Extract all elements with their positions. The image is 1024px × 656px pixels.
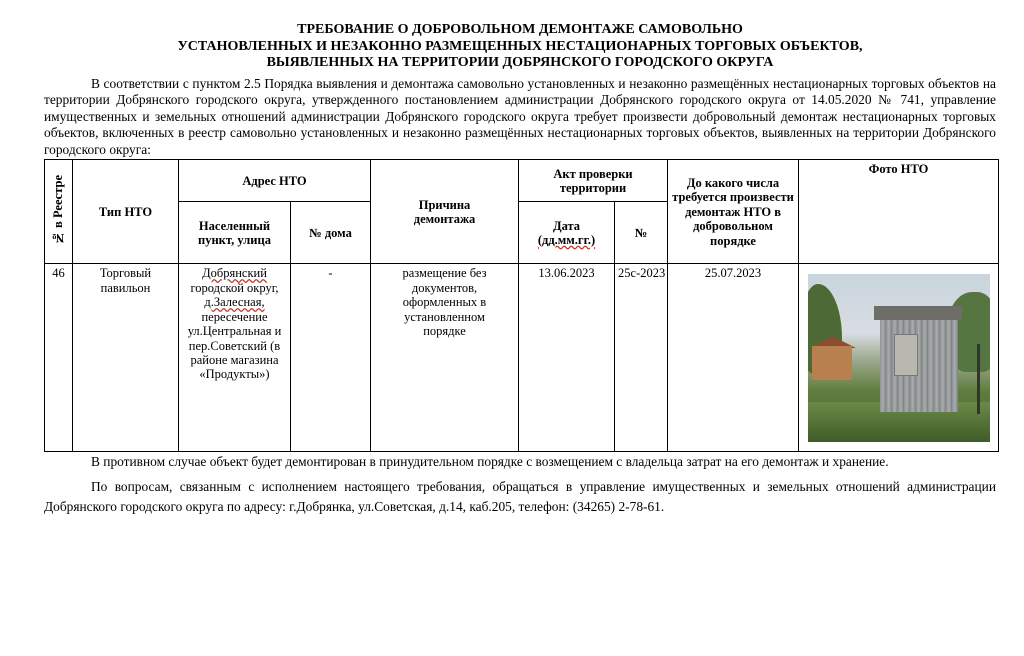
header-act: Акт проверки территории — [519, 160, 668, 202]
cell-type: Торговый павильон — [73, 264, 179, 452]
header-registry-no-label: № в Реестре — [51, 175, 66, 246]
header-photo: Фото НТО — [799, 160, 999, 264]
document-title — [44, 22, 996, 72]
consequence-paragraph: В противном случае объект будет демонтирован в принудительном порядке с возмещением с владельца затрат на его демонтаж и хранение. — [91, 454, 889, 470]
address-part-3: д.Залесная, — [204, 295, 265, 310]
header-type: Тип НТО — [73, 160, 179, 264]
header-address: Адрес НТО — [179, 160, 371, 202]
cell-deadline: 25.07.2023 — [668, 264, 799, 452]
document-page — [44, 22, 996, 517]
header-registry-no — [45, 160, 73, 264]
address-part-1: Добрянский — [202, 266, 267, 281]
header-deadline: До какого числа требуется произвести демонтаж НТО в добровольном порядке — [668, 160, 799, 264]
header-date-format: (дд.мм.гг.) — [537, 232, 596, 247]
cell-photo — [799, 264, 999, 452]
title-line-1: ТРЕБОВАНИЕ О ДОБРОВОЛЬНОМ ДЕМОНТАЖЕ САМОВОЛЬНО — [297, 22, 743, 37]
cell-registry-no: 46 — [45, 264, 73, 452]
kiosk-photo — [808, 274, 990, 442]
cell-reason: размещение без документов, оформленных в установленном порядке — [371, 264, 519, 452]
cell-act-date: 13.06.2023 — [519, 264, 615, 452]
cell-house-no: - — [291, 264, 371, 452]
title-line-2: УСТАНОВЛЕННЫХ И НЕЗАКОННО РАЗМЕЩЕННЫХ НЕСТАЦИОНАРНЫХ ТОРГОВЫХ ОБЪЕКТОВ, — [177, 38, 863, 54]
title-line-3: ВЫЯВЛЕННЫХ НА ТЕРРИТОРИИ ДОБРЯНСКОГО ГОРОДСКОГО ОКРУГА — [266, 55, 774, 70]
header-date — [519, 202, 615, 264]
cell-act-no: 25с-2023 — [615, 264, 668, 452]
table-row — [45, 264, 999, 452]
address-part-2: городской округ, — [190, 280, 279, 295]
cell-address — [179, 264, 291, 452]
header-date-label: Дата — [552, 218, 581, 233]
nto-table — [44, 159, 999, 452]
intro-paragraph: В соответствии с пунктом 2.5 Порядка выявления и демонтажа самовольно установленных и незаконно размещённых нестационарных торговых объектов на территории Добрянского городского округа, утвержденного постановлением администрации Добрянского городского округа от 14.05.2020 № 741, управление имущественных и земельных отношений администрации Добрянского городского округа требует произвести добровольный демонтаж нестационарных торговых объектов, включенных в реестр самовольно установленных и незаконно размещённых нестационарных торговых объектов, выявленных на территории Добрянского городского округа: — [44, 75, 996, 157]
contact-paragraph: По вопросам, связанным с исполнением настоящего требования, обращаться в управление имущественных и земельных отношений администрации Добрянского городского округа по адресу: г.Добрянка, ул.Советская, д.14, каб.205, телефон: (34265) 2-78-61. — [44, 479, 996, 515]
header-act-no: № — [615, 202, 668, 264]
header-reason: Причина демонтажа — [371, 160, 519, 264]
address-part-4: пересечение ул.Центральная и пер.Советский (в районе магазина «Продукты») — [187, 309, 282, 382]
header-house-no: № дома — [291, 202, 371, 264]
header-settlement: Населенный пункт, улица — [179, 202, 291, 264]
